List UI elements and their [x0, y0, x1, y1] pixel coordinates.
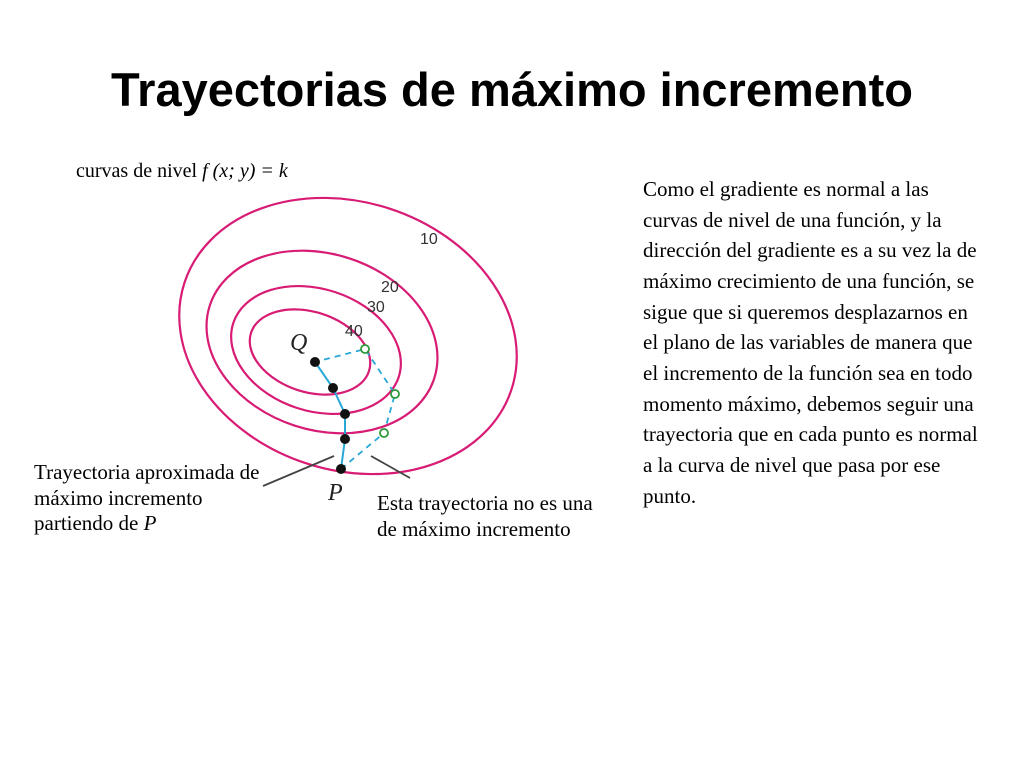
non-steepest-path: [315, 349, 395, 469]
level-label-10: 10: [420, 231, 438, 248]
left-note-text: Trayectoria aproximada de máximo incremento partiendo de: [34, 460, 260, 536]
path-point: [340, 409, 350, 419]
point-p: [336, 464, 346, 474]
dashed-path-point: [361, 345, 369, 353]
level-label-30: 30: [367, 299, 385, 316]
level-label-20: 20: [381, 279, 399, 296]
point-p-label: P: [328, 480, 343, 506]
level-label-40: 40: [345, 323, 363, 340]
contour-20: [183, 222, 462, 462]
contour-40: [239, 295, 382, 409]
path-point: [310, 357, 320, 367]
left-note-symbol: P: [143, 511, 157, 536]
caption-text: curvas de nivel: [76, 160, 198, 182]
middle-path-note: Esta trayectoria no es una de máximo incremento: [377, 491, 593, 541]
dashed-path-point: [391, 390, 399, 398]
left-path-note: [34, 460, 264, 537]
dashed-path-point: [380, 429, 388, 437]
explanation-text: Como el gradiente es normal a las curvas de nivel de una función, y la dirección del gradiente es a su vez la de máximo crecimiento de una función, se sigue que si queremos desplazarnos en el plano de las variables de manera que el incremento de la función sea en todo momento máximo, debemos seguir una trayectoria que en cada punto es normal a la curva de nivel que pasa por ese punto.: [643, 177, 978, 508]
path-point: [340, 434, 350, 444]
path-point: [328, 383, 338, 393]
slide-title: Trayectorias de máximo incremento: [111, 63, 913, 116]
point-q-label: Q: [290, 330, 308, 356]
caption-formula: f (x; y) = k: [202, 160, 288, 182]
